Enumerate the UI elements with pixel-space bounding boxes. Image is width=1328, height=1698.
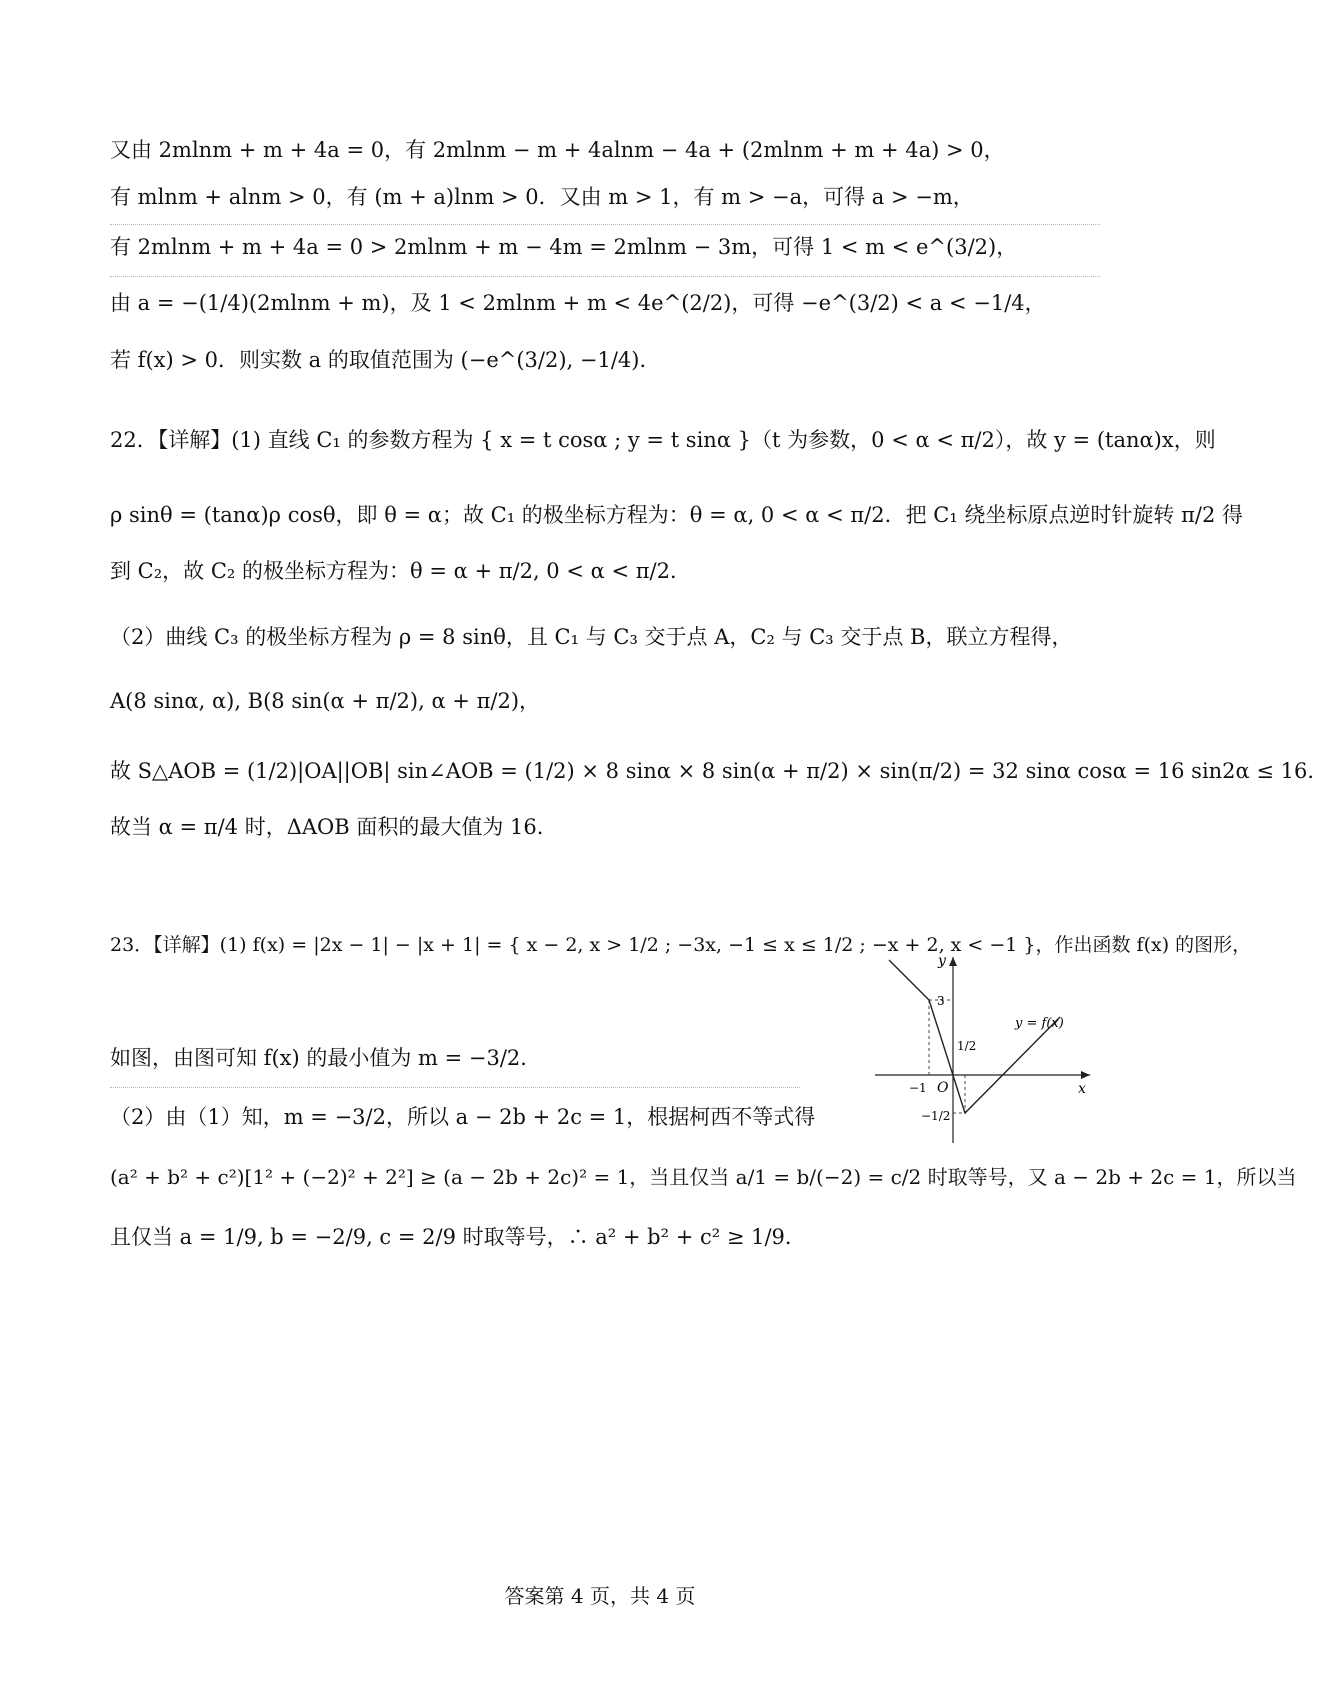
tick-label-half: 1/2 [957, 1039, 977, 1053]
divider [110, 1087, 800, 1088]
function-graph [875, 955, 1095, 1145]
x-axis-label: x [1078, 1081, 1086, 1097]
text-line-1: 又由 2mlnm + m + 4a = 0，有 2mlnm − m + 4alnm − 4a + (2mlnm + m + 4a) > 0， [110, 138, 1005, 162]
page-footer: 答案第 4 页，共 4 页 [504, 1584, 696, 1608]
tick-label-3: 3 [937, 994, 945, 1008]
text-line-2: 有 mlnm + alnm > 0，有 (m + a)lnm > 0．又由 m > 1，有 m > −a，可得 a > −m， [110, 185, 974, 209]
tick-label-neg1: −1 [909, 1081, 927, 1095]
text-line-16: (a² + b² + c²)[1² + (−2)² + 2²] ≥ (a − 2b + 2c)² = 1，当且仅当 a/1 = b/(−2) = c/2 时取等号，又 a − 2b + 2c = 1，所以当 [110, 1165, 1297, 1189]
curve-label: y = f(x) [1015, 1016, 1064, 1031]
x-axis-arrow-icon [1081, 1071, 1090, 1079]
y-axis-arrow-icon [949, 957, 957, 966]
text-line-13: 23．【详解】(1) f(x) = |2x − 1| − |x + 1| = { x − 2, x > 1/2 ; −3x, −1 ≤ x ≤ 1/2 ; −x + 2, x < −1 }，作出函数 f(x) 的图形， [110, 934, 1252, 956]
text-line-9: （2）曲线 C₃ 的极坐标方程为 ρ = 8 sinθ，且 C₁ 与 C₃ 交于点 A，C₂ 与 C₃ 交于点 B，联立方程得， [110, 625, 1073, 649]
text-line-11: 故 S△AOB = (1/2)|OA||OB| sin∠AOB = (1/2) × 8 sinα × 8 sin(α + π/2) × sin(π/2) = 32 sinα cosα = 16 sin2α ≤ 16． [110, 759, 1328, 783]
text-line-3: 有 2mlnm + m + 4a = 0 > 2mlnm + m − 4m = 2mlnm − 3m，可得 1 < m < e^(3/2)， [110, 235, 1018, 259]
text-line-17: 且仅当 a = 1/9, b = −2/9, c = 2/9 时取等号，∴ a² + b² + c² ≥ 1/9． [110, 1225, 806, 1249]
text-line-12: 故当 α = π/4 时，ΔAOB 面积的最大值为 16. [110, 815, 544, 839]
text-line-4: 由 a = −(1/4)(2mlnm + m)，及 1 < 2mlnm + m < 4e^(2/2)，可得 −e^(3/2) < a < −1/4， [110, 291, 1046, 315]
y-axis-label: y [938, 953, 946, 969]
text-line-6: 22．【详解】(1) 直线 C₁ 的参数方程为 { x = t cosα ; y = t sinα }（t 为参数，0 < α < π/2），故 y = (tanα)x，则 [110, 428, 1216, 452]
text-line-14: 如图，由图可知 f(x) 的最小值为 m = −3/2． [110, 1046, 542, 1070]
origin-label: O [937, 1080, 949, 1096]
text-line-5: 若 f(x) > 0．则实数 a 的取值范围为 (−e^(3/2), −1/4)． [110, 348, 661, 372]
tick-label-neg-half: −1/2 [921, 1109, 951, 1123]
divider [110, 224, 1100, 225]
text-line-8: 到 C₂，故 C₂ 的极坐标方程为：θ = α + π/2, 0 < α < π/2． [110, 559, 691, 583]
text-line-7: ρ sinθ = (tanα)ρ cosθ，即 θ = α；故 C₁ 的极坐标方程为：θ = α, 0 < α < π/2．把 C₁ 绕坐标原点逆时针旋转 π/2 得 [110, 503, 1244, 527]
text-line-10: A(8 sinα, α), B(8 sin(α + π/2), α + π/2)， [110, 689, 541, 713]
divider [110, 276, 1100, 277]
text-line-15: （2）由（1）知，m = −3/2，所以 a − 2b + 2c = 1，根据柯西不等式得 [110, 1105, 816, 1129]
